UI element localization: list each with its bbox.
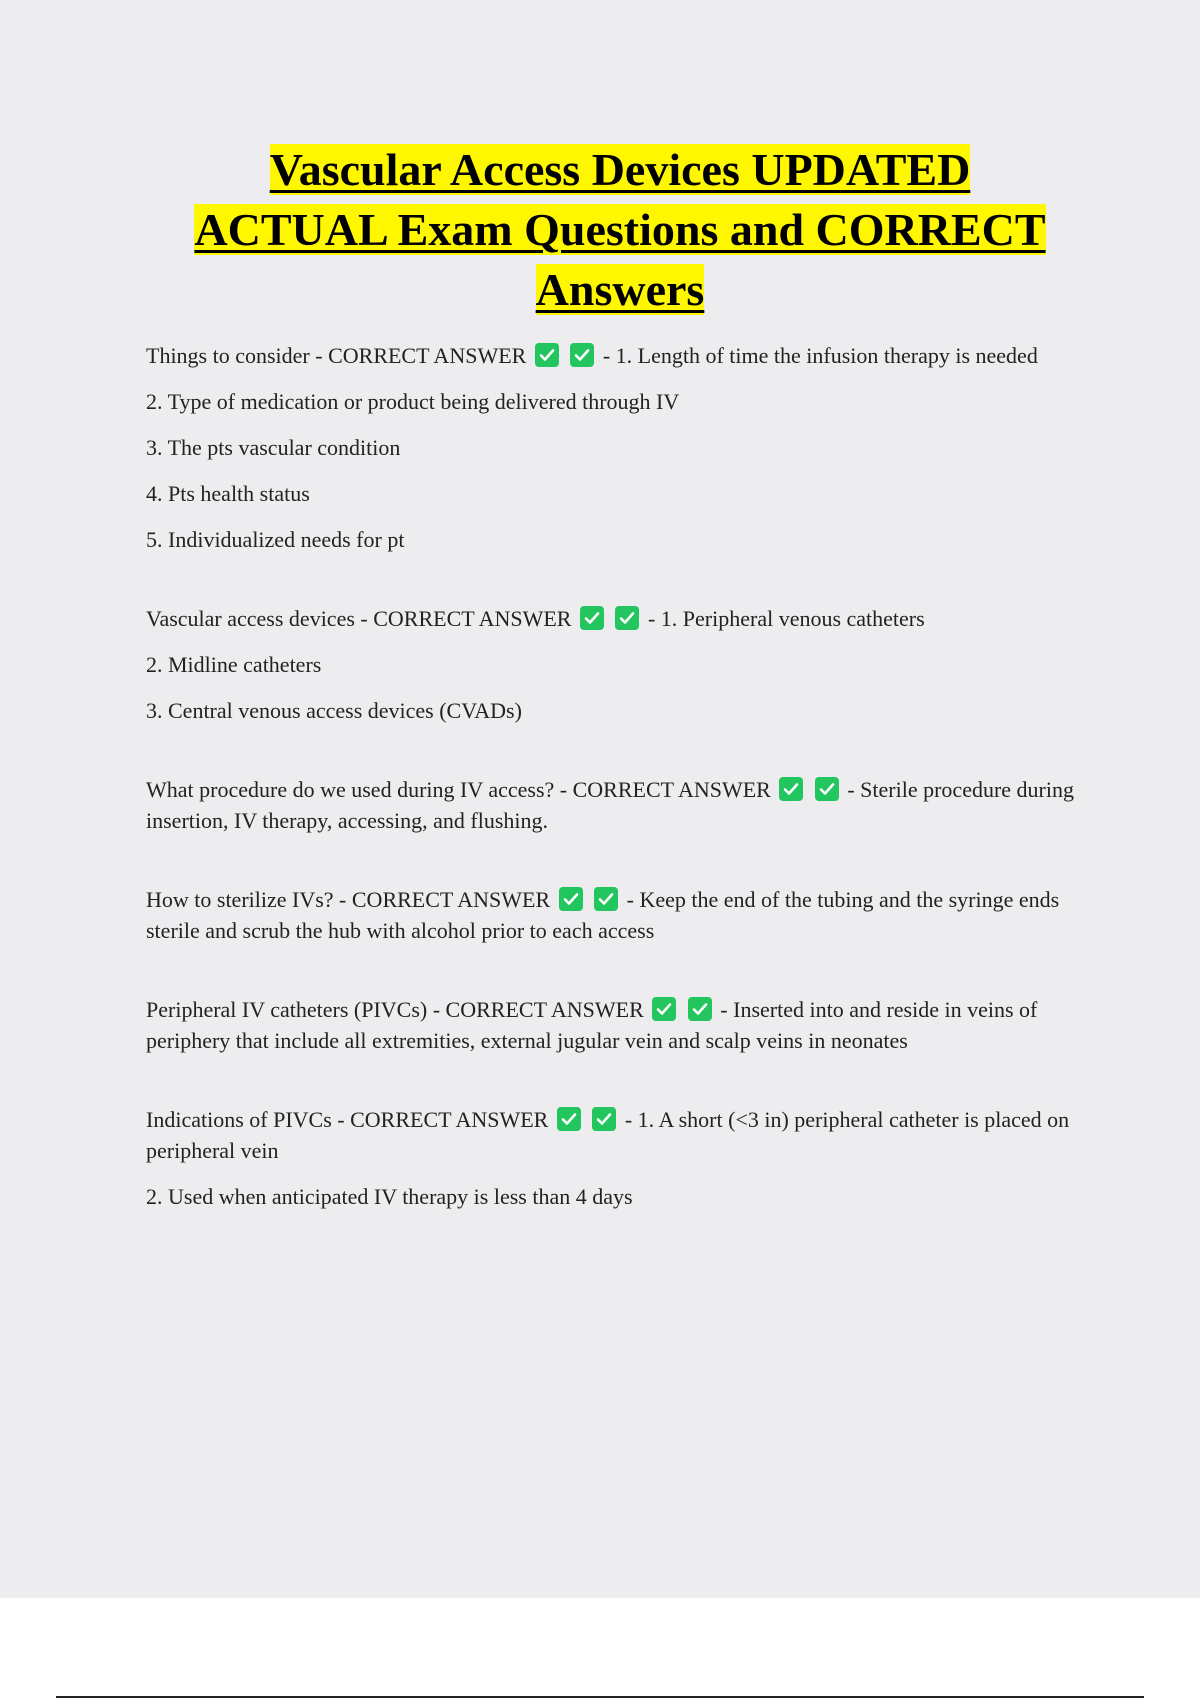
check-mark-icon — [535, 343, 559, 367]
check-mark-icon — [652, 997, 676, 1021]
check-mark-icon — [779, 777, 803, 801]
answer-line: 2. Midline catheters — [146, 652, 322, 677]
answer-line: 4. Pts health status — [146, 481, 310, 506]
qa-item — [146, 774, 1096, 836]
title-line: Answers — [535, 264, 705, 315]
qa-first-paragraph — [146, 1104, 1096, 1166]
question-text: Peripheral IV catheters (PIVCs) - CORRECT ANSWER — [146, 997, 644, 1022]
check-mark-icon — [559, 887, 583, 911]
title-line: ACTUAL Exam Questions and CORRECT — [194, 204, 1046, 255]
answer-line: 5. Individualized needs for pt — [146, 527, 405, 552]
qa-list — [146, 340, 1096, 1260]
qa-item — [146, 994, 1096, 1056]
qa-first-paragraph — [146, 884, 1096, 946]
answer-text: - Inserted into and reside in veins of periphery that include all extremities, external jugular vein and scalp veins in neonates — [146, 997, 1038, 1053]
footer-divider — [56, 1696, 1144, 1698]
answer-text: - Sterile procedure during insertion, IV therapy, accessing, and flushing. — [146, 777, 1074, 833]
answer-line: 2. Used when anticipated IV therapy is less than 4 days — [146, 1184, 633, 1209]
title-heading — [90, 140, 1150, 320]
title-line: Vascular Access Devices UPDATED — [269, 144, 971, 195]
qa-item — [146, 884, 1096, 946]
qa-item — [146, 1104, 1096, 1212]
answer-line: 2. Type of medication or product being delivered through IV — [146, 389, 680, 414]
check-mark-icon — [688, 997, 712, 1021]
check-mark-icon — [592, 1107, 616, 1131]
answer-text: - 1. Length of time the infusion therapy is needed — [602, 343, 1038, 368]
question-text: What procedure do we used during IV access? - CORRECT ANSWER — [146, 777, 771, 802]
check-mark-icon — [580, 606, 604, 630]
answer-text: - 1. Peripheral venous catheters — [647, 606, 925, 631]
answer-line: 3. Central venous access devices (CVADs) — [146, 698, 522, 723]
check-mark-icon — [815, 777, 839, 801]
qa-first-paragraph — [146, 603, 1096, 634]
check-mark-icon — [615, 606, 639, 630]
question-text: Vascular access devices - CORRECT ANSWER — [146, 606, 572, 631]
question-text: Things to consider - CORRECT ANSWER — [146, 343, 527, 368]
answer-line: 3. The pts vascular condition — [146, 435, 401, 460]
question-text: How to sterilize IVs? - CORRECT ANSWER — [146, 887, 551, 912]
question-text: Indications of PIVCs - CORRECT ANSWER — [146, 1107, 549, 1132]
document-title — [90, 140, 1150, 320]
check-mark-icon — [594, 887, 618, 911]
answer-text: - 1. A short (<3 in) peripheral catheter is placed on peripheral vein — [146, 1107, 1070, 1163]
answer-text: - Keep the end of the tubing and the syringe ends sterile and scrub the hub with alcohol prior to each access — [146, 887, 1060, 943]
qa-first-paragraph — [146, 340, 1096, 371]
qa-first-paragraph — [146, 774, 1096, 836]
qa-item — [146, 603, 1096, 726]
qa-first-paragraph — [146, 994, 1096, 1056]
qa-item — [146, 340, 1096, 555]
check-mark-icon — [557, 1107, 581, 1131]
check-mark-icon — [570, 343, 594, 367]
